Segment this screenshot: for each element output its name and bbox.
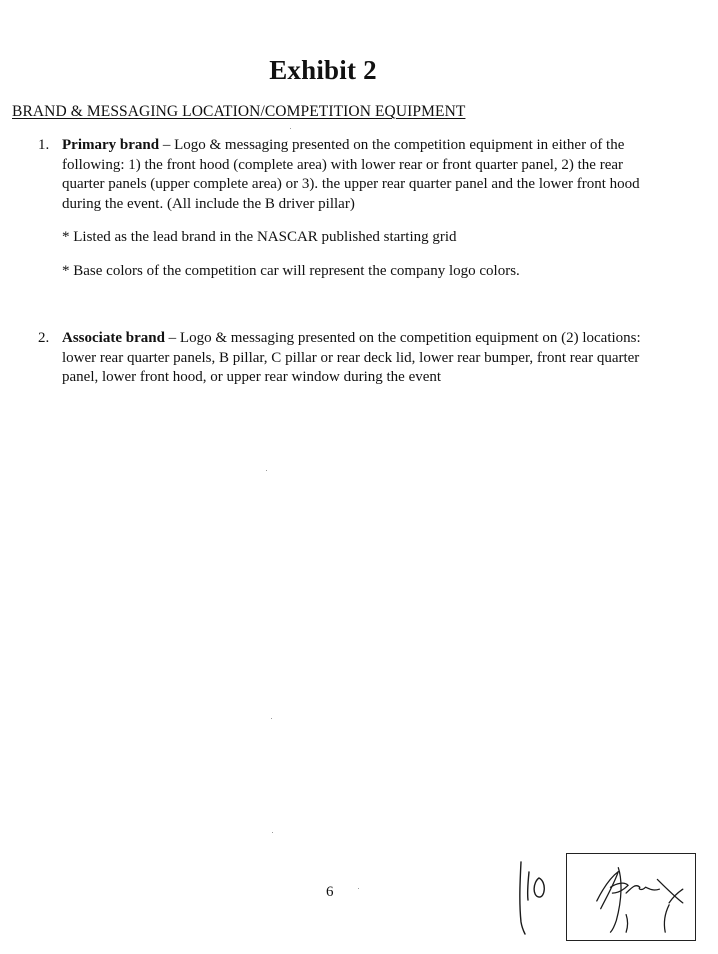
signature-icon (567, 854, 695, 940)
exhibit-title: Exhibit 2 (269, 55, 377, 85)
item-label: Associate brand (62, 330, 165, 346)
handwritten-initials (515, 852, 561, 938)
page-number: 6 (326, 884, 334, 900)
item-label: Primary brand (62, 137, 160, 153)
signature-box (566, 853, 696, 941)
note-base-colors: * Base colors of the competition car will represent the company logo colors. (62, 263, 520, 279)
section-heading: BRAND & MESSAGING LOCATION/COMPETITION EQUIPMENT (12, 103, 466, 120)
scan-speck (272, 832, 273, 833)
item-text: – Logo & messaging presented on the competition equipment in either of the following: 1) the front hood (complete area) with lower rear or front quarter panel, 2) the rear quarter panels (upper complete area) or 3). the upper rear quarter panel and the lower front hood during the event. (All include the B driver pillar) (62, 137, 640, 212)
scan-speck (358, 888, 359, 889)
item-body (62, 136, 642, 214)
item-number: 2. (38, 330, 50, 346)
item-body (62, 329, 642, 388)
note-lead-brand: * Listed as the lead brand in the NASCAR published starting grid (62, 229, 457, 245)
item-number: 1. (38, 137, 50, 153)
scan-speck (271, 718, 272, 719)
scan-speck (266, 470, 267, 471)
item-text: – Logo & messaging presented on the competition equipment on (2) locations: lower rear quarter panels, B pillar, C pillar or rear deck lid, lower rear bumper, front rear quarter panel, lower front hood, or upper rear window during the event (62, 330, 641, 385)
scan-speck (290, 128, 291, 129)
